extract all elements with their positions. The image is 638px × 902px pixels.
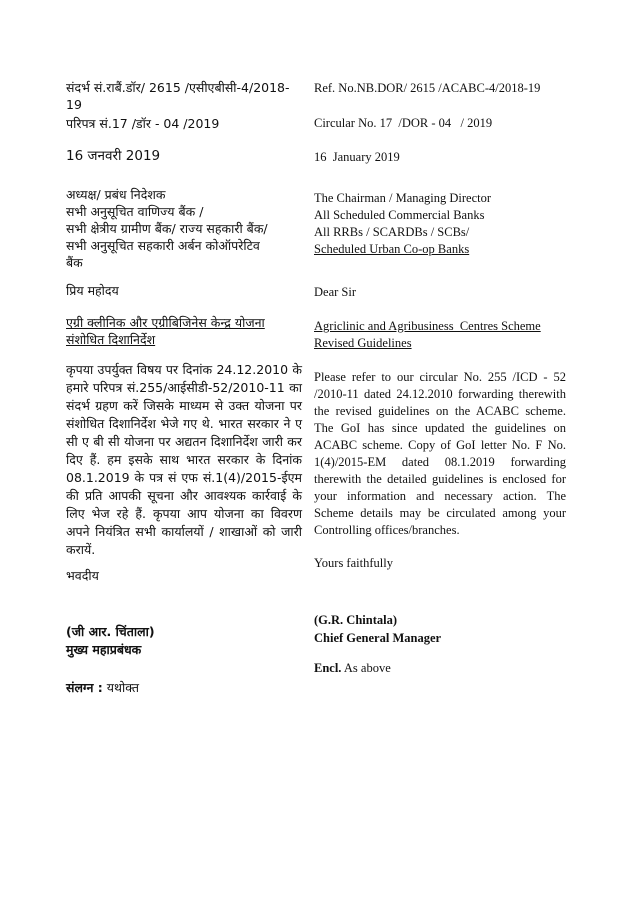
english-subject-line: Agriclinic and Agribusiness Centres Scheme — [314, 319, 541, 333]
hindi-addressee-line: सभी अनुसूचित सहकारी अर्बन कोऑपरेटिव — [66, 238, 260, 253]
english-body-paragraph: Please refer to our circular No. 255 /ICD - 52 /2010-11 dated 24.12.2010 forwarding therewith the revised guidelines on the ACABC scheme. The GoI has since updated the guidelines on ACABC scheme. Copy of GoI letter No. F No. 1(4)/2015-EM dated 08.1.2019 forwarding therewith the detailed guidelines is enclosed for your information and necessary action. The Scheme details may be circulated among your Controlling offices/branches. — [314, 370, 566, 537]
english-subject-line: Revised Guidelines — [314, 336, 412, 350]
hindi-body-paragraph: कृपया उपर्युक्त विषय पर दिनांक 24.12.2010 के हमारे परिपत्र सं.255/आईसीडी-52/2010-11 का संदर्भ ग्रहण करें जिसके माध्यम से उक्त योजना पर संशोधित दिशानिर्देश भेजे गए थे. भारत सरकार ने ए सी ए बी सी योजना पर अद्यतन दिशानिर्देश जारी कर दिए हैं. हम इसके साथ भारत सरकार के दिनांक 08.1.2019 के पत्र सं एफ सं.1(4)/2015-ईएम की प्रति आपकी सूचना और आवश्यक कार्रवाई के लिए भेज रहे हैं. कृपया आप योजना का विवरण अपने नियंत्रित सभी कार्यालयों / शाखाओं को जारी करायें. — [66, 362, 302, 557]
hindi-addressee-line: बैंक — [66, 255, 83, 270]
english-reference: Ref. No.NB.DOR/ 2615 /ACABC-4/2018-19 — [314, 81, 541, 95]
english-addressee-line: The Chairman / Managing Director — [314, 191, 492, 205]
hindi-reference: संदर्भ सं.राबैं.डॉर/ 2615 /एसीएबीसी-4/2018-19 — [66, 80, 290, 112]
hindi-subject — [66, 314, 302, 348]
hindi-date: 16 जनवरी 2019 — [66, 148, 161, 164]
english-salutation: Dear Sir — [314, 285, 356, 299]
hindi-subject-line: संशोधित दिशानिर्देश — [66, 332, 156, 347]
hindi-column — [66, 0, 302, 902]
english-enclosure-value: As above — [343, 661, 391, 675]
hindi-signatory-title: मुख्य महाप्रबंधक — [66, 642, 142, 657]
english-addressee-line: All Scheduled Commercial Banks — [314, 208, 485, 222]
english-closing: Yours faithfully — [314, 556, 393, 570]
english-addressee — [314, 190, 566, 258]
hindi-closing: भवदीय — [66, 568, 99, 583]
hindi-enclosure — [66, 679, 302, 696]
english-enclosure-label: Encl. — [314, 661, 342, 675]
english-addressee-line: All RRBs / SCARDBs / SCBs/ — [314, 225, 470, 239]
hindi-enclosure-value: यथोक्त — [106, 680, 140, 695]
hindi-enclosure-label: संलग्न : — [66, 680, 103, 695]
english-signatory-name: (G.R. Chintala) — [314, 613, 397, 627]
english-signatory-title: Chief General Manager — [314, 631, 442, 645]
hindi-subject-line: एग्री क्लीनिक और एग्रीबिजिनेस केन्द्र योजना — [66, 315, 265, 330]
hindi-addressee-line: सभी अनुसूचित वाणिज्य बैंक / — [66, 204, 204, 219]
hindi-addressee — [66, 186, 302, 271]
english-column — [314, 0, 566, 902]
english-subject — [314, 318, 566, 352]
hindi-signatory-name: (जी आर. चिंताला) — [66, 624, 155, 639]
hindi-circular-number: परिपत्र सं.17 /डॉर - 04 /2019 — [66, 116, 220, 131]
english-date: 16 January 2019 — [314, 150, 400, 164]
english-circular-number: Circular No. 17 /DOR - 04 / 2019 — [314, 116, 493, 130]
hindi-addressee-line: अध्यक्ष/ प्रबंध निदेशक — [66, 187, 166, 202]
hindi-salutation: प्रिय महोदय — [66, 283, 119, 298]
hindi-addressee-line: सभी क्षेत्रीय ग्रामीण बैंक/ राज्य सहकारी बैंक/ — [66, 221, 268, 236]
english-enclosure — [314, 660, 566, 677]
english-addressee-line: Scheduled Urban Co-op Banks — [314, 242, 470, 256]
